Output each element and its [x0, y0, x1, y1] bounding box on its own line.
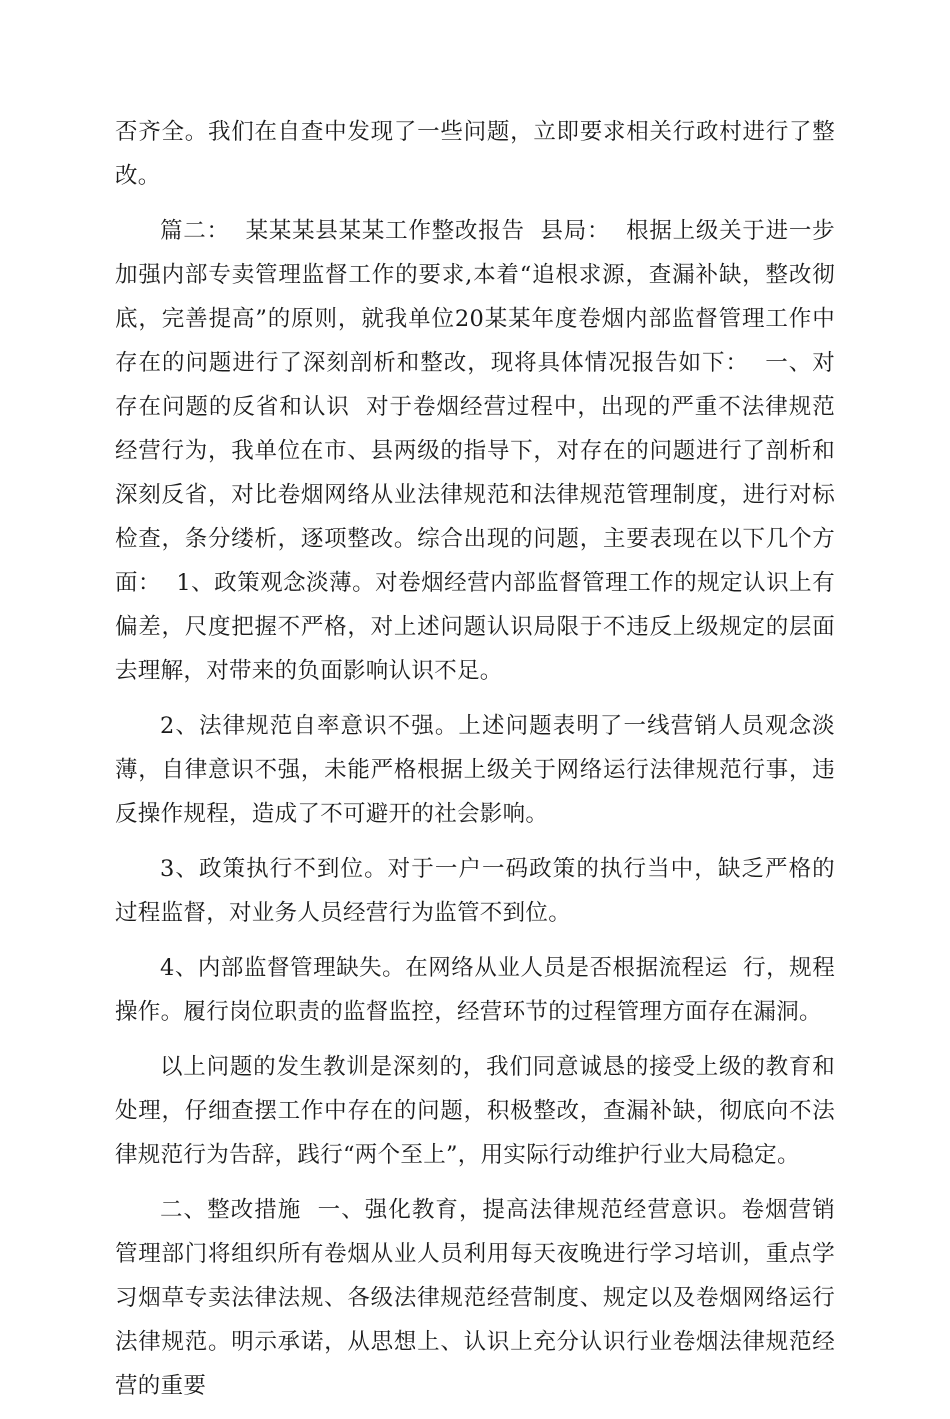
paragraph-measures: 二、整改措施 一、强化教育，提高法律规范经营意识。卷烟营销管理部门将组织所有卷烟从业人员利用每天夜晚进行学习培训，重点学习烟草专卖法律法规、各级法律规范经营制度、规定以及卷烟网络运行法律规范。明示承诺，从思想上、认识上充分认识行业卷烟法律规范经营的重要 [115, 1197, 835, 1399]
paragraph-issue-3: 3、政策执行不到位。对于一户一码政策的执行当中，缺乏严格的过程监督，对业务人员经营行为监管不到位。 [115, 856, 835, 926]
paragraph-issue-4: 4、内部监督管理缺失。在网络从业人员是否根据流程运 行，规程操作。履行岗位职责的监督监控，经营环节的过程管理方面存在漏洞。 [115, 955, 835, 1025]
paragraph-lessons: 以上问题的发生教训是深刻的，我们同意诚恳的接受上级的教育和处理，仔细查摆工作中存在的问题，积极整改，查漏补缺，彻底向不法律规范行为告辞，践行“两个至上”，用实际行动维护行业大局稳定。 [115, 1054, 835, 1168]
paragraph-report-intro: 篇二： 某某某县某某工作整改报告 县局： 根据上级关于进一步加强内部专卖管理监督工作的要求,本着“追根求源，查漏补缺，整改彻底，完善提高”的原则，就我单位20某某年度卷烟内部监督管理工作中存在的问题进行了深刻剖析和整改，现将具体情况报告如下： 一、对存在问题的反省和认识 对于卷烟经营过程中，出现的严重不法律规范经营行为，我单位在市、县两级的指导下，对存在的问题进行了剖析和深刻反省，对比卷烟网络从业法律规范和法律规范管理制度，进行对标检查，条分缕析，逐项整改。综合出现的问题，主要表现在以下几个方面： 1、政策观念淡薄。对卷烟经营内部监督管理工作的规定认识上有偏差，尺度把握不严格，对上述问题认识局限于不违反上级规定的层面去理解，对带来的负面影响认识不足。 [115, 218, 835, 684]
document-body [115, 110, 835, 1419]
paragraph-continuation: 否齐全。我们在自查中发现了一些问题，立即要求相关行政村进行了整改。 [115, 119, 835, 189]
paragraph-issue-2: 2、法律规范自率意识不强。上述问题表明了一线营销人员观念淡薄，自律意识不强，未能严格根据上级关于网络运行法律规范行事，违反操作规程，造成了不可避开的社会影响。 [115, 713, 835, 827]
